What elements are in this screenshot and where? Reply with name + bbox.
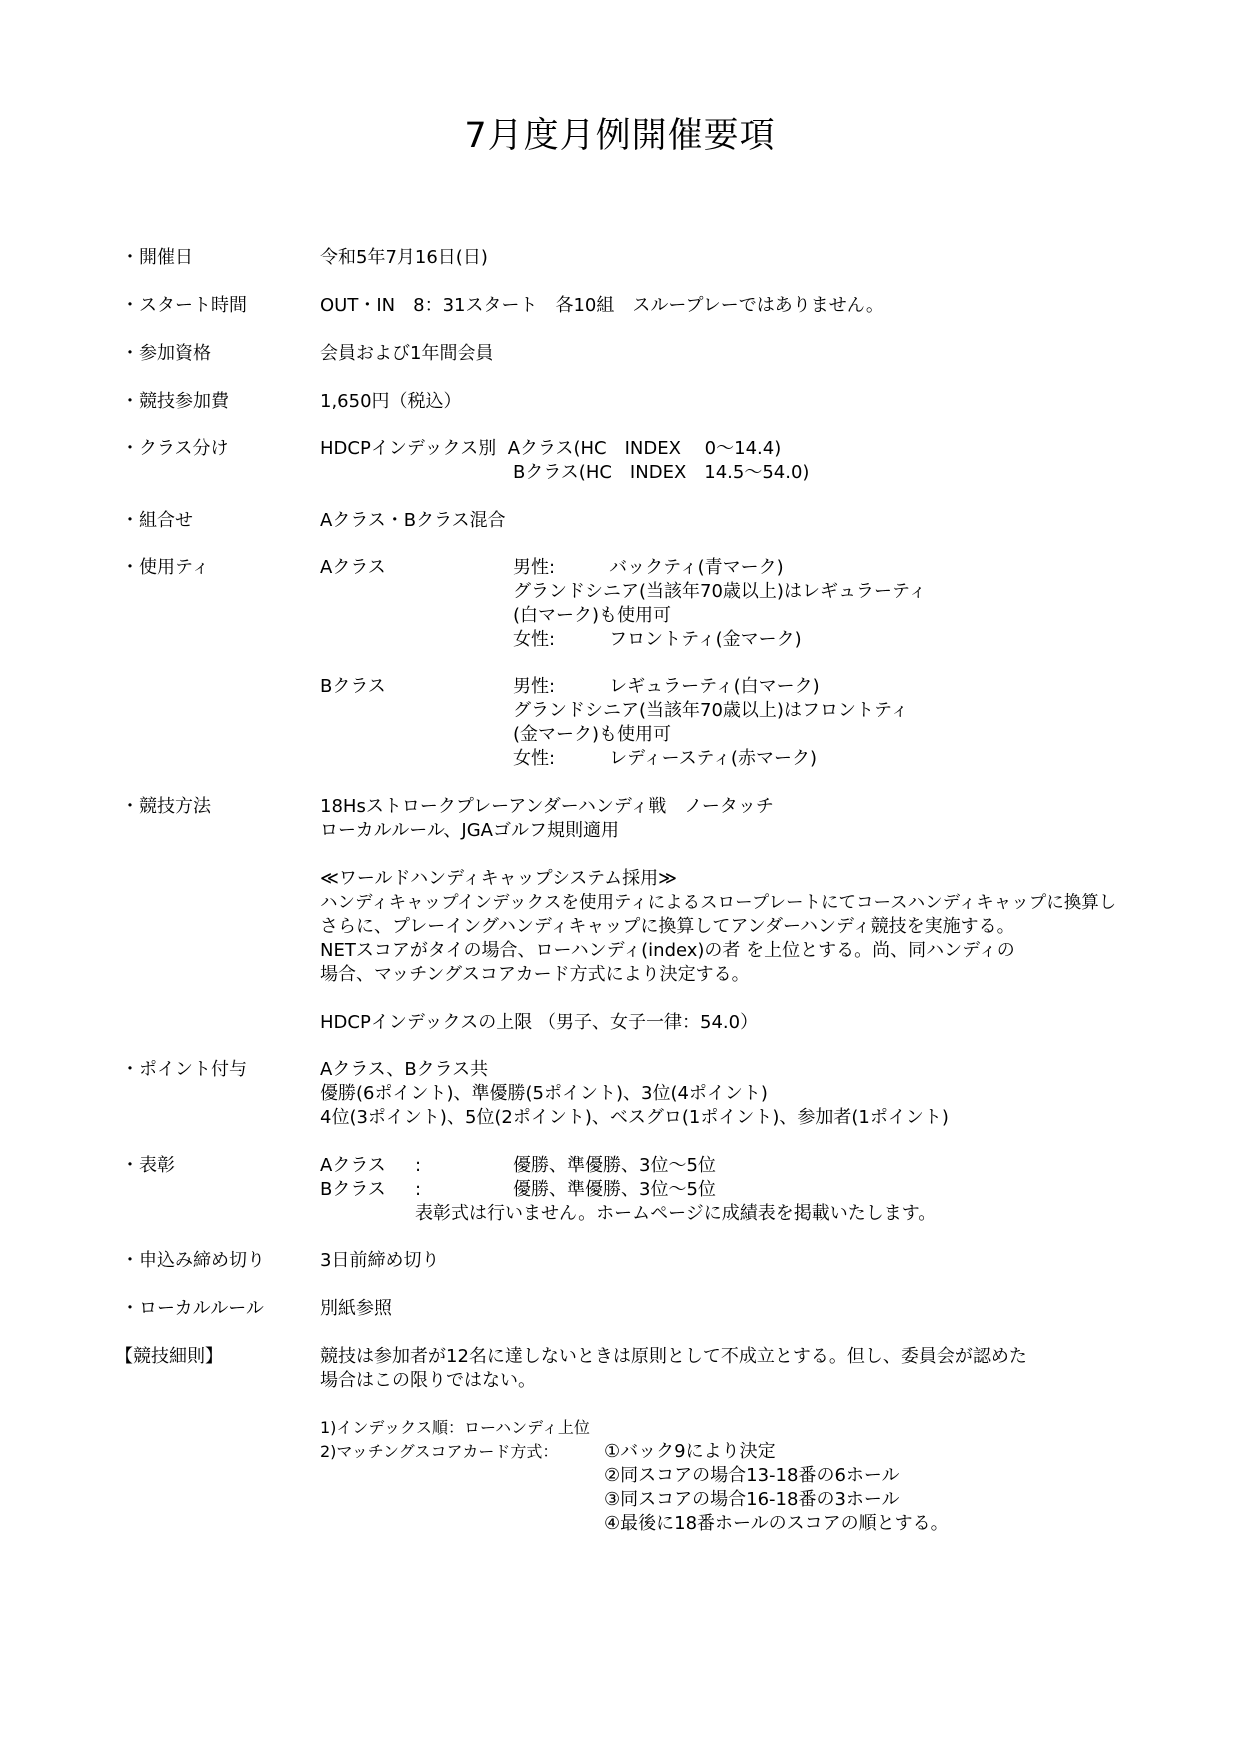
details-line-1: 競技は参加者が12名に達しないときは原則として不成立とする。但し、委員会が認めた: [320, 1346, 1027, 1367]
class-division-line-2: Bクラス(HC INDEX 14.5～54.0): [513, 462, 810, 483]
deadline-value: 3日前締め切り: [320, 1250, 440, 1271]
method-line: NETスコアがタイの場合、ローハンディ(index)の者 を上位とする。尚、同ハンディの: [320, 940, 1015, 961]
deadline-label: ・申込み締め切り: [121, 1250, 265, 1271]
details-step: ①バック9により決定: [604, 1441, 776, 1462]
awards-b-class: Bクラス: [320, 1179, 386, 1200]
awards-note: 表彰式は行いません。ホームページに成績表を掲載いたします。: [415, 1203, 937, 1224]
awards-a-colon: :: [415, 1155, 422, 1176]
class-division-label: ・クラス分け: [121, 438, 229, 459]
method-line: ハンディキャップインデックスを使用ティによるスロープレートにてコースハンディキャップに換算し: [320, 893, 1117, 913]
points-line: 4位(3ポイント)、5位(2ポイント)、ベスグロ(1ポイント)、参加者(1ポイント): [320, 1107, 949, 1128]
details-rule-2: 2)マッチングスコアカード方式：: [320, 1442, 559, 1461]
page-title: 7月度月例開催要項: [464, 116, 776, 156]
eligibility-label: ・参加資格: [121, 343, 211, 364]
awards-b-colon: :: [415, 1179, 422, 1200]
tees-label: ・使用ティ: [121, 557, 210, 578]
details-label: 【競技細則】: [115, 1346, 223, 1367]
tees-b-women: 女性: レディースティ(赤マーク): [513, 748, 817, 769]
points-line: Aクラス、Bクラス共: [320, 1059, 489, 1080]
date-label: ・開催日: [121, 247, 193, 268]
tees-a-women: 女性: フロントティ(金マーク): [513, 629, 802, 650]
eligibility-value: 会員および1年間会員: [320, 343, 494, 364]
local-rule-label: ・ローカルルール: [121, 1298, 264, 1319]
tees-b-men: 男性: レギュラーティ(白マーク): [513, 676, 820, 697]
method-line: さらに、プレーイングハンディキャップに換算してアンダーハンディ競技を実施する。: [320, 916, 1015, 937]
awards-b-value: 優勝、準優勝、3位～5位: [513, 1179, 716, 1200]
awards-a-class: Aクラス: [320, 1155, 386, 1176]
tees-a-senior-2: (白マーク)も使用可: [513, 605, 672, 626]
method-line: ローカルルール、JGAゴルフ規則適用: [320, 820, 619, 841]
method-line: ≪ワールドハンディキャップシステム採用≫: [320, 868, 678, 889]
method-line: 18Hsストロークプレーアンダーハンディ戦 ノータッチ: [320, 796, 774, 817]
details-step: ②同スコアの場合13-18番の6ホール: [604, 1465, 900, 1486]
fee-value: 1,650円（税込）: [320, 391, 462, 412]
points-label: ・ポイント付与: [121, 1059, 247, 1080]
fee-label: ・競技参加費: [121, 391, 229, 412]
points-line: 優勝(6ポイント)、準優勝(5ポイント)、3位(4ポイント): [320, 1083, 768, 1104]
date-value: 令和5年7月16日(日): [320, 247, 488, 268]
pairing-value: Aクラス・Bクラス混合: [320, 510, 506, 531]
method-line: HDCPインデックスの上限 （男子、女子一律：54.0）: [320, 1012, 759, 1033]
class-division-line-1: HDCPインデックス別 Aクラス(HC INDEX 0～14.4): [320, 438, 782, 459]
local-rule-value: 別紙参照: [320, 1298, 392, 1319]
tees-a-senior-1: グランドシニア(当該年70歳以上)はレギュラーティ: [513, 581, 927, 602]
tees-a-men: 男性: バックティ(青マーク): [513, 557, 784, 578]
start-time-value: OUT・IN 8：31スタート 各10組 スループレーではありません。: [320, 295, 884, 316]
awards-a-value: 優勝、準優勝、3位～5位: [513, 1155, 716, 1176]
details-rule-1: 1)インデックス順：ローハンディ上位: [320, 1418, 590, 1437]
start-time-label: ・スタート時間: [121, 295, 247, 316]
method-label: ・競技方法: [121, 796, 211, 817]
details-step: ④最後に18番ホールのスコアの順とする。: [604, 1513, 949, 1534]
tees-b-senior-2: (金マーク)も使用可: [513, 724, 672, 745]
pairing-label: ・組合せ: [121, 510, 193, 531]
tees-b-senior-1: グランドシニア(当該年70歳以上)はフロントティ: [513, 700, 909, 721]
awards-label: ・表彰: [121, 1155, 175, 1176]
details-line-2: 場合はこの限りではない。: [320, 1370, 536, 1391]
details-step: ③同スコアの場合16-18番の3ホール: [604, 1489, 900, 1510]
tees-a-class: Aクラス: [320, 557, 386, 578]
tees-b-class: Bクラス: [320, 676, 386, 697]
method-line: 場合、マッチングスコアカード方式により決定する。: [320, 964, 750, 985]
